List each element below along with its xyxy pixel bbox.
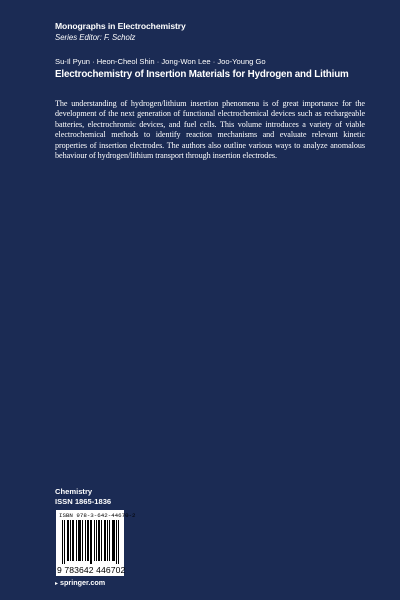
barcode-bar [70,520,71,561]
publisher-label: springer.com [60,578,106,587]
barcode-bar [85,520,86,561]
barcode-bar [79,520,80,561]
barcode-bar [82,520,83,561]
barcode-bar [72,520,73,561]
issn-label: ISSN 1865-1836 [55,497,112,506]
barcode-bar [94,520,95,561]
barcode-bar [105,520,106,561]
barcode-bar [104,520,105,561]
barcode-bar [91,520,92,564]
barcode-bar [113,520,114,561]
barcode-bar [116,520,117,564]
barcode [56,510,136,576]
series-editor: Series Editor: F. Scholz [55,33,136,42]
barcode-bar [88,520,89,561]
barcode-bar [99,520,100,561]
barcode-digits: 9 783642 446702 [57,565,126,575]
barcode-bar [96,520,97,561]
barcode-bar [112,520,113,561]
barcode-bar [107,520,108,561]
barcode-bar [101,520,102,561]
barcode-bar [68,520,69,561]
publisher-link[interactable] [55,578,105,589]
barcode-bar [78,520,79,561]
authors: Su-Il Pyun · Heon-Cheol Shin · Jong-Won Lee · Joo-Young Go [55,57,266,66]
barcode-bar [62,520,63,564]
barcode-bar [118,520,119,564]
subject-label: Chemistry [55,487,93,496]
barcode-bar [90,520,91,564]
series-block [55,20,375,43]
triangle-arrow-icon: ▸ [55,581,59,587]
barcode-bar [87,520,88,561]
barcode-bar [80,520,81,561]
barcode-bar [98,520,99,561]
blurb-text: The understanding of hydrogen/lithium insertion phenomena is of great importance for the development of the next generation of functional electrochemical devices such as rechargeable batteries, electrochromic devices, and fuel cells. This volume introduces a variety of viable electrochemical methods to identify reaction mechanisms and evaluate relevant kinetic properties of insertion electrodes. The authors also outline various ways to analyze anomalous behaviour of hydrogen/lithium transport through insertion electrodes. [55,99,365,161]
barcode-bar [73,520,74,561]
barcode-bar [114,520,115,561]
barcode-bar [109,520,110,561]
barcode-bar [76,520,77,561]
book-title: Electrochemistry of Insertion Materials for Hydrogen and Lithium [55,69,349,80]
isbn-label: ISBN 978-3-642-44670-2 [59,512,136,519]
series-title: Monographs in Electrochemistry [55,21,186,31]
barcode-bars [62,520,120,564]
barcode-bar [64,520,65,564]
barcode-bar [67,520,68,561]
